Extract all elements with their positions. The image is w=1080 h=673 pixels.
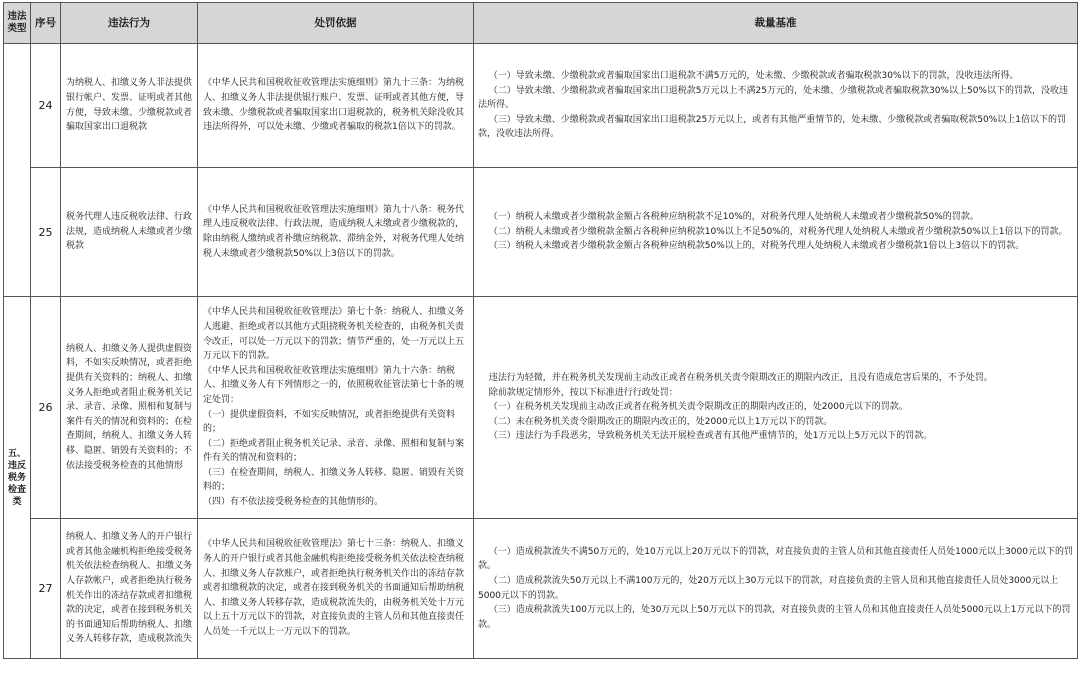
act-cell: 为纳税人、扣缴义务人非法提供银行帐户、发票、证明或者其他方便，导致未缴、少缴税款或者骗取国家出口退税款 (61, 44, 198, 168)
standard-line: （一）纳税人未缴或者少缴税款金额占各税种应纳税款不足10%的，对税务代理人处纳税人未缴或者少缴税款50%的罚款。 (488, 212, 979, 223)
row-number: 27 (31, 519, 61, 659)
basis-line: 《中华人民共和国税收征收管理法实施细则》第九十八条：税务代理人违反税收法律、行政法规，造成纳税人未缴或者少缴税款的，除由纳税人缴纳或者补缴应纳税款、滞纳金外，对税务代理人处纳税人未缴或者少缴税款50%以上3倍以下的罚款。 (203, 204, 465, 259)
standard-line: （三）纳税人未缴或者少缴税款金额占各税种应纳税款50%以上的，对税务代理人处纳税人未缴或者少缴税款1倍以上3倍以下的罚款。 (488, 241, 1025, 252)
header-basis: 处罚依据 (198, 3, 474, 44)
act-cell: 纳税人、扣缴义务人的开户银行或者其他金融机构拒绝接受税务机关依法检查纳税人、扣缴义务人存款帐户，或者拒绝执行税务机关作出的冻结存款或者扣缴税款的决定，或者在接到税务机关的书面通知后帮助纳税人、扣缴义务人转移存款，造成税款流失 (61, 519, 198, 659)
basis-line: 《中华人民共和国税收征收管理法》第七十三条：纳税人、扣缴义务人的开户银行或者其他金融机构拒绝接受税务机关依法检查纳税人、扣缴义务人存款账户，或者拒绝执行税务机关作出的冻结存款或者扣缴税款的决定，或者在接到税务机关的书面通知后帮助纳税人、扣缴义务人转移存款，造成税款流失的，由税务机关处十万元以上五十万元以下的罚款，对直接负责的主管人员和其他直接责任人员处一千元以上一万元以下的罚款。 (203, 539, 465, 637)
standard-line: 违法行为轻微，并在税务机关发现前主动改正或者在税务机关责令限期改正的期限内改正，且没有造成危害后果的，不予处罚。 (488, 373, 993, 384)
header-type: 违法类型 (4, 3, 31, 44)
standard-line: （三）导致未缴、少缴税款或者骗取国家出口退税款25万元以上，或者有其他严重情节的，处未缴、少缴税款或者骗取税款50%以上1倍以下的罚款，没收违法所得。 (478, 114, 1066, 140)
standard-cell (474, 168, 1078, 297)
basis-line: （一）提供虚假资料，不如实反映情况，或者拒绝提供有关资料的； (203, 409, 456, 435)
basis-line: （二）拒绝或者阻止税务机关记录、录音、录像、照相和复制与案件有关的情况和资料的； (203, 438, 465, 464)
basis-line: （三）在检查期间，纳税人、扣缴义务人转移、隐匿、销毁有关资料的； (203, 467, 465, 493)
table-row (4, 519, 1078, 659)
act-cell: 纳税人、扣缴义务人提供虚假资料，不如实反映情况，或者拒绝提供有关资料的；纳税人、扣缴义务人拒绝或者阻止税务机关记录、录音、录像、照相和复制与案件有关的情况和资料的；在检查期间，纳税人、扣缴义务人转移、隐匿、销毁有关资料的；不依法接受税务检查的其他情形 (61, 297, 198, 519)
basis-line: 《中华人民共和国税收征收管理法》第七十条：纳税人、扣缴义务人逃避、拒绝或者以其他方式阻挠税务机关检查的，由税务机关责令改正，可以处一万元以下的罚款；情节严重的，处一万元以上五万元以下的罚款。 (203, 307, 465, 362)
basis-cell (198, 44, 474, 168)
row-number: 24 (31, 44, 61, 168)
standard-line: （一）造成税款流失不满50万元的，处10万元以上20万元以下的罚款，对直接负责的主管人员和其他直接责任人员处1000元以上3000元以下的罚款。 (478, 546, 1073, 572)
standard-line: （二）造成税款流失50万元以上不满100万元的，处20万元以上30万元以下的罚款，对直接负责的主管人员和其他直接责任人员处3000元以上5000元以下的罚款。 (478, 575, 1059, 601)
category-label: 五、违反税务检查类 (4, 297, 31, 659)
standard-line: （三）造成税款流失100万元以上的，处30万元以上50万元以下的罚款，对直接负责的主管人员和其他直接责任人员处5000元以上1万元以下的罚款。 (478, 605, 1071, 630)
standard-line: （二）纳税人未缴或者少缴税款金额占各税种应纳税款10%以上不足50%的，对税务代理人处纳税人未缴或者少缴税款50%以上1倍以下的罚款。 (488, 226, 1068, 237)
basis-cell (198, 297, 474, 519)
table-row (4, 297, 1078, 519)
standard-line: （三）违法行为手段恶劣，导致税务机关无法开展检查或者有其他严重情节的，处1万元以上5万元以下的罚款。 (488, 431, 933, 442)
header-standard: 裁量基准 (474, 3, 1078, 44)
standard-line: （二）未在税务机关责令限期改正的期限内改正的，处2000元以上1万元以下的罚款。 (488, 416, 833, 427)
table-row (4, 168, 1078, 297)
standard-line: 除前款规定情形外，按以下标准进行行政处罚： (488, 387, 678, 398)
act-cell: 税务代理人违反税收法律、行政法规，造成纳税人未缴或者少缴税款 (61, 168, 198, 297)
penalty-table (3, 2, 1078, 659)
basis-line: （四）有不依法接受税务检查的其他情形的。 (203, 497, 384, 508)
category-cell-empty (4, 44, 31, 297)
header-act: 违法行为 (61, 3, 198, 44)
table-header-row (4, 3, 1078, 44)
basis-cell (198, 168, 474, 297)
header-no: 序号 (31, 3, 61, 44)
standard-cell (474, 297, 1078, 519)
standard-cell (474, 44, 1078, 168)
table-row (4, 44, 1078, 168)
row-number: 25 (31, 168, 61, 297)
standard-line: （一）导致未缴、少缴税款或者骗取国家出口退税款不满5万元的，处未缴、少缴税款或者骗取税款30%以下的罚款，没收违法所得。 (488, 71, 1019, 82)
standard-line: （二）导致未缴、少缴税款或者骗取国家出口退税款5万元以上不满25万元的，处未缴、少缴税款或者骗取税款30%以上50%以下的罚款，没收违法所得。 (478, 85, 1068, 111)
standard-line: （一）在税务机关发现前主动改正或者在税务机关责令限期改正的期限内改正的，处2000元以下的罚款。 (488, 402, 908, 413)
basis-cell (198, 519, 474, 659)
standard-cell (474, 519, 1078, 659)
basis-line: 《中华人民共和国税收征收管理法实施细则》第九十三条：为纳税人、扣缴义务人非法提供银行账户、发票、证明或者其他方便，导致未缴、少缴税款或者骗取国家出口退税款的，税务机关除没收其违法所得外，可以处未缴、少缴或者骗取的税款1倍以下的罚款。 (203, 78, 465, 133)
row-number: 26 (31, 297, 61, 519)
basis-line: 《中华人民共和国税收征收管理法实施细则》第九十六条：纳税人、扣缴义务人有下列情形之一的，依照税收征管法第七十条的规定处罚： (203, 365, 465, 405)
